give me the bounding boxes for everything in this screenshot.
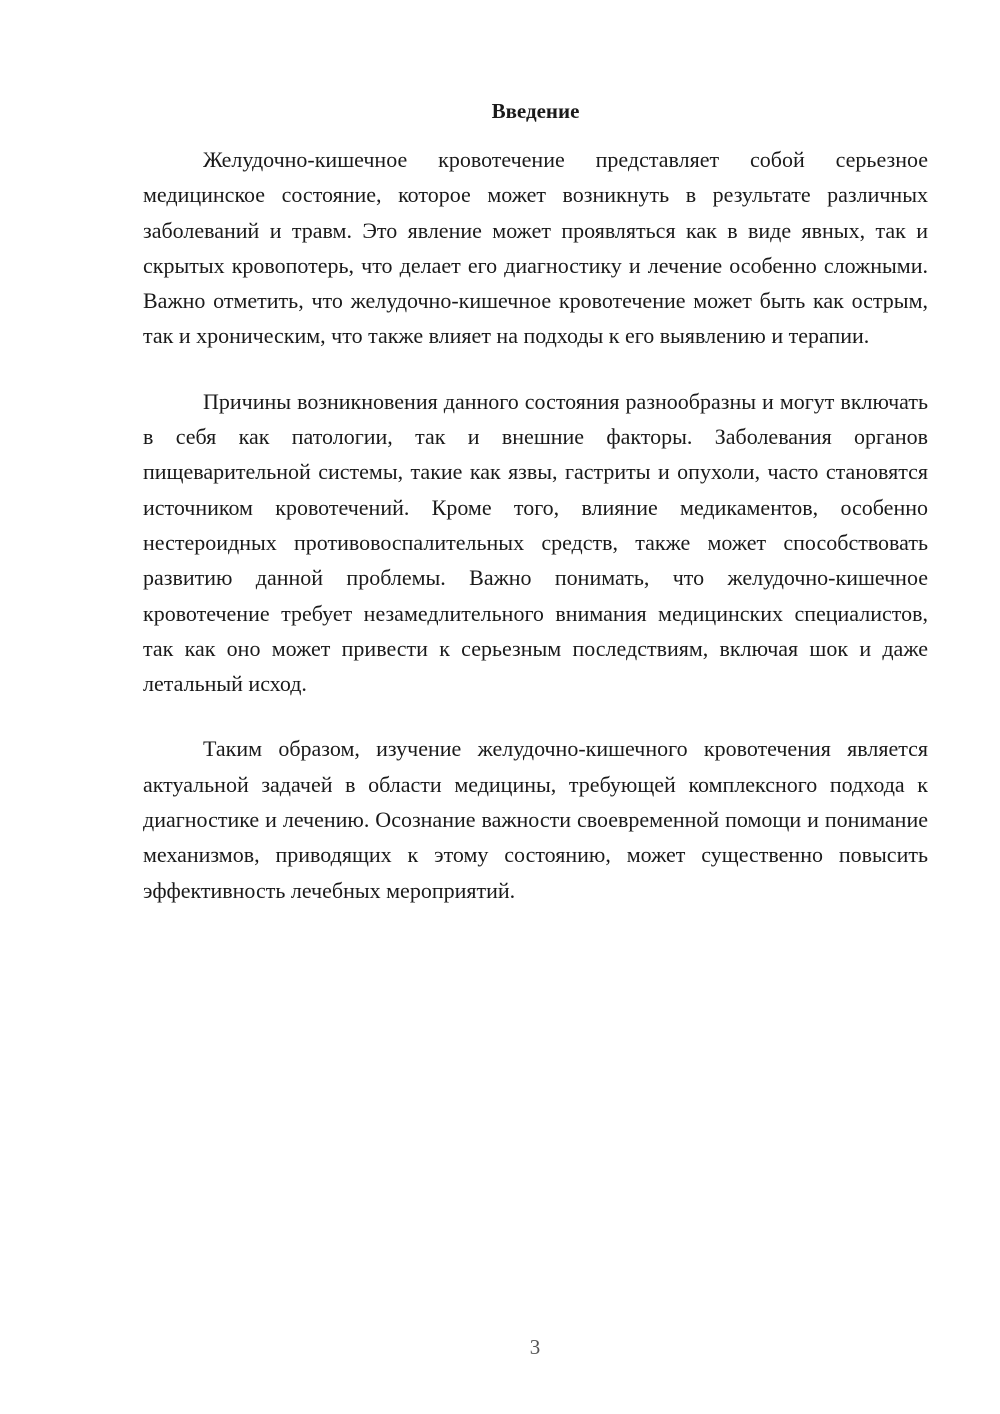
paragraph-3: Таким образом, изучение желудочно-кишечного кровотечения является актуальной задачей в области медицины, требующей комплексного подхода к диагностике и лечению. Осознание важности своевременной помощи и понимание механизмов, приводящих к этому состоянию, может существенно повысить эффективность лечебных мероприятий. — [143, 736, 928, 903]
paragraph-2: Причины возникновения данного состояния разнообразны и могут включать в себя как патологии, так и внешние факторы. Заболевания органов пищеварительной системы, такие как язвы, гастриты и опухоли, часто становятся источником кровотечений. Кроме того, влияние медикаментов, особенно нестероидных противовоспалительных средств, также может способствовать развитию данной проблемы. Важно понимать, что желудочно-кишечное кровотечение требует незамедлительного внимания медицинских специалистов, так как оно может привести к серьезным последствиям, включая шок и даже летальный исход. — [143, 388, 928, 697]
page-number: 3 — [529, 1335, 541, 1359]
section-heading: Введение — [491, 99, 580, 123]
paragraph-1: Желудочно-кишечное кровотечение представляет собой серьезное медицинское состояние, которое может возникнуть в результате различных заболеваний и травм. Это явление может проявляться как в виде явных, так и скрытых кровопотерь, что делает его диагностику и лечение особенно сложными. Важно отметить, что желудочно-кишечное кровотечение может быть как острым, так и хроническим, что также влияет на подходы к его выявлению и терапии. — [143, 147, 928, 349]
body-text — [143, 142, 928, 938]
